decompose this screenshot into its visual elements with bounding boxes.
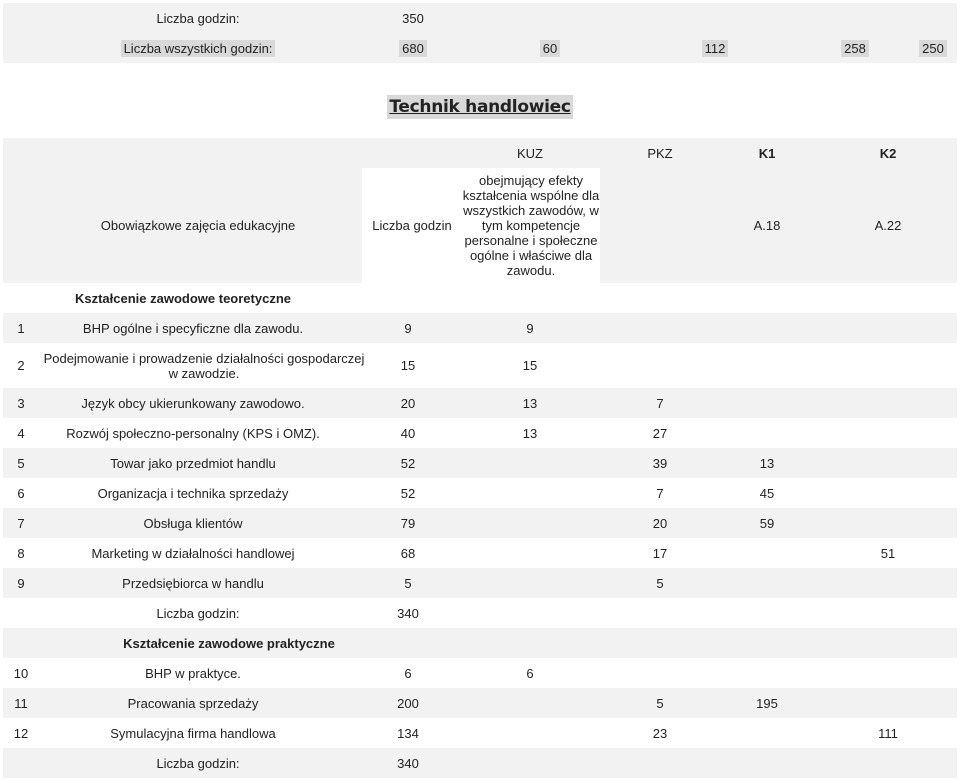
row-hours: 20 [400, 395, 416, 411]
row-number: 7 [17, 515, 25, 531]
row-hours: 200 [397, 695, 419, 711]
row-k2 [843, 658, 933, 688]
row-hours: 15 [400, 358, 416, 373]
table-row [3, 568, 957, 598]
row-kuz [485, 448, 575, 478]
header-kuz-description [462, 168, 600, 283]
table-row [3, 418, 957, 448]
top-hours-label: Liczba godzin: [156, 10, 240, 26]
row-number: 1 [17, 320, 25, 336]
section-practice-row [3, 628, 957, 658]
row-hours: 68 [400, 545, 416, 561]
row-number: 4 [17, 425, 25, 441]
header-k1: K1 [758, 145, 776, 161]
row-hours: 134 [397, 725, 419, 741]
row-k1: 59 [759, 515, 775, 531]
row-subject: Pracowania sprzedaży [127, 695, 259, 711]
total-k2-cell [903, 33, 960, 63]
total-k1-cell [795, 33, 915, 63]
row-k2 [843, 568, 933, 598]
practice-total-row [3, 748, 957, 778]
row-pkz: 7 [656, 395, 664, 411]
table-row [3, 658, 957, 688]
row-kuz [485, 478, 575, 508]
row-subject: BHP ogólne i specyficzne dla zawodu. [82, 320, 304, 336]
row-k2 [843, 688, 933, 718]
row-subject: Rozwój społeczno-personalny (KPS i OMZ). [66, 425, 320, 441]
total-hours-value: 680 [399, 40, 427, 57]
row-number: 3 [17, 395, 25, 411]
row-number: 8 [17, 545, 25, 561]
row-pkz: 17 [652, 545, 668, 561]
table-row [3, 688, 957, 718]
row-subject: Podejmowanie i prowadzenie działalności gospodarczej w zawodzie. [43, 350, 365, 381]
row-number: 6 [17, 485, 25, 501]
row-k2: 111 [878, 725, 898, 741]
row-kuz [485, 538, 575, 568]
row-number: 9 [17, 575, 25, 591]
row-k2: 51 [880, 545, 896, 561]
row-pkz: 39 [652, 455, 668, 471]
row-kuz: 15 [522, 358, 538, 373]
row-k2 [843, 508, 933, 538]
row-k2 [843, 418, 933, 448]
row-k1 [725, 538, 809, 568]
row-k2 [843, 448, 933, 478]
kuz-desc-line: kształcenia wspólne dla [462, 188, 600, 203]
page-title-text: Technik handlowiec [389, 97, 571, 117]
row-k1 [725, 568, 809, 598]
row-hours: 52 [400, 485, 416, 501]
row-k2 [843, 478, 933, 508]
section-theory-title: Kształcenie zawodowe teoretyczne [74, 290, 291, 306]
section-theory-row [3, 283, 957, 313]
practice-total-label: Liczba godzin: [156, 755, 240, 771]
table-row [3, 448, 957, 478]
theory-total-label: Liczba godzin: [156, 605, 240, 621]
row-number: 12 [13, 725, 29, 741]
row-subject: Towar jako przedmiot handlu [110, 455, 276, 471]
table-row [3, 508, 957, 538]
row-pkz [615, 343, 705, 388]
row-k2 [843, 343, 933, 388]
row-kuz [485, 688, 575, 718]
table-row [3, 313, 957, 343]
row-pkz [615, 658, 705, 688]
row-number: 11 [14, 695, 28, 711]
row-k1 [725, 718, 809, 748]
theory-total-value: 340 [397, 605, 419, 621]
header-pkz: PKZ [647, 145, 673, 161]
row-hours: 9 [404, 320, 412, 336]
table-row [3, 343, 957, 388]
row-pkz: 23 [652, 725, 668, 741]
row-k1: 195 [756, 695, 778, 711]
row-number: 2 [17, 358, 25, 373]
total-k2-value: 250 [919, 40, 947, 57]
theory-total-row [3, 598, 957, 628]
kuz-desc-line: obejmujący efekty [478, 173, 584, 188]
total-k1-value: 258 [841, 40, 869, 57]
header-kuz: KUZ [517, 145, 543, 161]
top-hours-row [3, 3, 957, 33]
header-hours-label: Liczba godzin [362, 168, 462, 283]
row-subject: Organizacja i technika sprzedaży [97, 485, 289, 501]
row-k1: 45 [759, 485, 775, 501]
total-hours-label-cell [63, 33, 333, 63]
section-practice-title: Kształcenie zawodowe praktyczne [123, 635, 335, 651]
header-codes-row [3, 138, 957, 168]
row-subject: Język obcy ukierunkowany zawodowo. [81, 395, 305, 411]
row-subject: Symulacyjna firma handlowa [110, 725, 276, 741]
total-pkz-value: 112 [702, 40, 729, 57]
total-hours-label: Liczba wszystkich godzin: [121, 40, 276, 57]
row-k1 [725, 658, 809, 688]
row-subject: Marketing w działalności handlowej [91, 545, 295, 561]
total-hours-cell [365, 33, 461, 63]
row-k1 [725, 313, 809, 343]
total-kuz-value: 60 [540, 40, 560, 57]
row-subject: BHP w praktyce. [145, 665, 241, 681]
top-hours-value: 350 [402, 10, 424, 26]
table-row [3, 388, 957, 418]
table-row [3, 718, 957, 748]
row-k2 [843, 313, 933, 343]
row-pkz: 5 [656, 695, 664, 711]
row-k1 [725, 418, 809, 448]
total-hours-row [3, 33, 957, 63]
row-hours: 6 [404, 665, 412, 681]
row-pkz: 20 [652, 515, 668, 531]
row-pkz [615, 313, 705, 343]
header-k2-code: A.22 [874, 218, 902, 233]
row-hours: 52 [400, 455, 416, 471]
kuz-desc-line: wszystkich zawodów, w [463, 203, 599, 218]
kuz-desc-line: zawodu. [506, 263, 556, 278]
table-row [3, 478, 957, 508]
row-k2 [843, 388, 933, 418]
practice-total-value: 340 [397, 755, 419, 771]
row-kuz [485, 508, 575, 538]
row-hours: 5 [404, 575, 412, 591]
row-hours: 79 [400, 515, 416, 531]
page-title [0, 97, 960, 117]
header-k1-code: A.18 [753, 218, 781, 233]
row-kuz: 9 [526, 320, 534, 336]
row-pkz: 5 [656, 575, 664, 591]
row-pkz: 27 [652, 425, 668, 441]
row-kuz [485, 718, 575, 748]
row-kuz: 6 [526, 665, 534, 681]
row-k1 [725, 343, 809, 388]
row-number: 10 [13, 665, 29, 681]
row-hours: 40 [400, 425, 416, 441]
row-subject: Przedsiębiorca w handlu [122, 575, 264, 591]
kuz-desc-line: ogólne i właściwe dla [469, 248, 593, 263]
row-kuz [485, 568, 575, 598]
row-kuz: 13 [522, 395, 538, 411]
row-subject: Obsługa klientów [143, 515, 243, 531]
header-k2: K2 [879, 145, 897, 161]
header-subject-label: Obowiązkowe zajęcia edukacyjne [100, 218, 296, 233]
row-k1: 13 [759, 455, 775, 471]
kuz-desc-line: tym kompetencje [481, 218, 581, 233]
kuz-desc-line: personalne i społeczne [464, 233, 598, 248]
row-k1 [725, 388, 809, 418]
row-kuz: 13 [522, 425, 538, 441]
table-row [3, 538, 957, 568]
row-number: 5 [17, 455, 25, 471]
header-desc-row [3, 168, 957, 283]
row-pkz: 7 [656, 485, 664, 501]
